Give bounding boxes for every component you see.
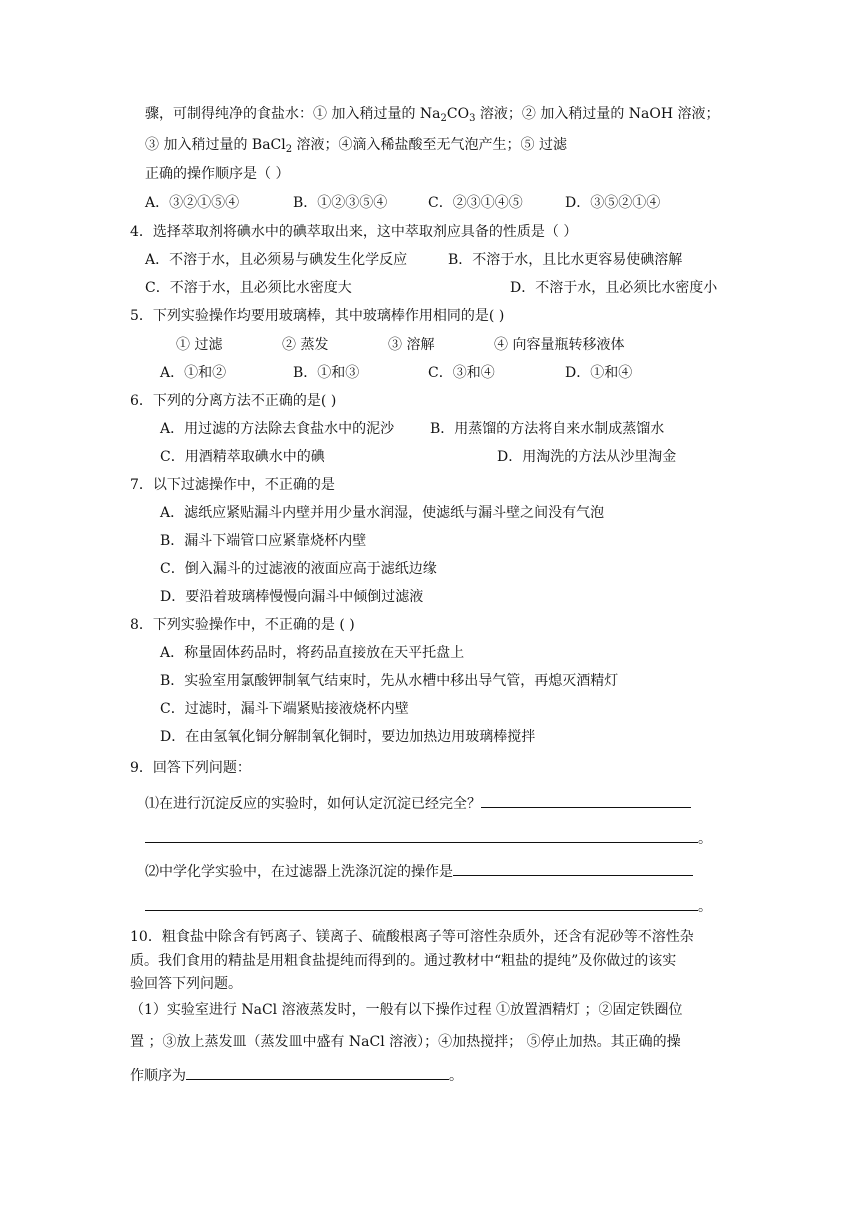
q3-prompt: 正确的操作顺序是（ ） xyxy=(145,166,290,182)
q10-sub1-text: 作顺序为 xyxy=(130,1068,186,1084)
q3-stem-text-cont: 溶液；④滴入稀盐酸至无气泡产生；⑤ 过滤 xyxy=(292,137,568,153)
q3-stem-text: ③ 加入稍过量的 BaCl xyxy=(145,137,286,153)
subscript: 2 xyxy=(440,113,447,124)
q10-stem-line2: 质。我们食用的精盐是用粗食盐提纯而得到的。通过教材中“粗盐的提纯”及你做过的该实 xyxy=(130,953,677,969)
q4-option-d: D．不溶于水，且必须比水密度小 xyxy=(510,280,718,296)
q8-option-b: B．实验室用氯酸钾制氧气结束时，先从水槽中移出导气管，再熄灭酒精灯 xyxy=(160,673,619,689)
q3-option-c: C．②③①④⑤ xyxy=(428,195,523,211)
formula-part: CO xyxy=(446,106,470,122)
answer-blank[interactable] xyxy=(186,1065,449,1080)
q5-option-c: C．③和④ xyxy=(428,365,495,381)
q5-option-a: A．①和② xyxy=(160,365,227,381)
q5-item-3: ③ 溶解 xyxy=(388,337,435,353)
q6-option-c: C．用酒精萃取碘水中的碘 xyxy=(160,449,325,465)
q5-option-b: B．①和③ xyxy=(293,365,360,381)
subscript: 3 xyxy=(469,113,476,124)
q8-option-c: C．过滤时，漏斗下端紧贴接液烧杯内壁 xyxy=(160,701,409,717)
q7-option-d: D．要沿着玻璃棒慢慢向漏斗中倾倒过滤液 xyxy=(160,589,424,605)
answer-blank[interactable] xyxy=(145,828,698,843)
q4-stem: 4．选择萃取剂将碘水中的碘萃取出来，这中萃取剂应具备的性质是（ ） xyxy=(130,224,578,240)
q4-option-a: A．不溶于水，且必须易与碘发生化学反应 xyxy=(145,252,408,268)
q4-option-b: B．不溶于水，且比水更容易使碘溶解 xyxy=(448,252,683,268)
q5-item-1: ① 过滤 xyxy=(176,337,223,353)
period: 。 xyxy=(449,1068,463,1084)
q3-stem-line1 xyxy=(145,104,720,124)
q10-sub1-line2: 置 ；③放上蒸发皿（蒸发皿中盛有 NaCl 溶液）；④加热搅拌； ⑤停止加热。其正确的操 xyxy=(130,1034,681,1050)
q8-option-d: D．在由氢氧化铜分解制氧化铜时，要边加热边用玻璃棒搅拌 xyxy=(160,729,536,745)
q3-stem-text-cont: 溶液；② 加入稍过量的 NaOH 溶液； xyxy=(475,106,720,122)
subscript: 2 xyxy=(285,144,293,155)
q9-stem: 9．回答下列问题： xyxy=(130,760,251,776)
q10-sub1-line1: （1）实验室进行 NaCl 溶液蒸发时，一般有以下操作过程 ①放置酒精灯 ；②固定铁圈位 xyxy=(130,1002,683,1018)
answer-blank[interactable] xyxy=(453,861,693,876)
q8-option-a: A．称量固体药品时，将药品直接放在天平托盘上 xyxy=(160,645,465,661)
q9-part2-cont xyxy=(145,896,712,917)
q9-part2 xyxy=(145,861,693,882)
period: 。 xyxy=(698,831,712,847)
q9-part1 xyxy=(145,793,691,814)
answer-blank[interactable] xyxy=(481,793,691,808)
q5-option-d: D．①和④ xyxy=(565,365,633,381)
q6-stem: 6．下列的分离方法不正确的是( ) xyxy=(130,393,337,409)
answer-blank[interactable] xyxy=(145,896,698,911)
q3-stem-text: 骤，可制得纯净的食盐水：① 加入稍过量的 Na xyxy=(145,106,441,122)
q9-part2-text: ⑵中学化学实验中，在过滤器上洗涤沉淀的操作是 xyxy=(145,864,453,880)
q5-item-2: ② 蒸发 xyxy=(282,337,329,353)
q3-option-d: D．③⑤②①④ xyxy=(565,195,661,211)
q7-stem: 7．以下过滤操作中，不正确的是 xyxy=(130,477,335,493)
q9-part1-cont xyxy=(145,828,712,849)
q6-option-b: B．用蒸馏的方法将自来水制成蒸馏水 xyxy=(430,421,665,437)
q10-stem-line3: 验回答下列问题。 xyxy=(130,976,242,992)
q8-stem: 8．下列实验操作中，不正确的是 ( ) xyxy=(130,617,355,633)
q10-stem-line1: 10．粗食盐中除含有钙离子、镁离子、硫酸根离子等可溶性杂质外，还含有泥砂等不溶性杂 xyxy=(130,929,694,945)
q5-stem: 5．下列实验操作均要用玻璃棒，其中玻璃棒作用相同的是( ) xyxy=(130,308,505,324)
q5-item-4: ④ 向容量瓶转移液体 xyxy=(494,337,625,353)
q3-option-b: B．①②③⑤④ xyxy=(293,195,388,211)
q3-stem-line2 xyxy=(145,135,567,155)
q6-option-d: D．用淘洗的方法从沙里淘金 xyxy=(497,449,677,465)
q7-option-a: A．滤纸应紧贴漏斗内壁并用少量水润湿，使滤纸与漏斗壁之间没有气泡 xyxy=(160,505,605,521)
q6-option-a: A．用过滤的方法除去食盐水中的泥沙 xyxy=(160,421,395,437)
q7-option-b: B．漏斗下端管口应紧靠烧杯内壁 xyxy=(160,533,367,549)
q10-sub1-line3 xyxy=(130,1065,463,1086)
period: 。 xyxy=(698,899,712,915)
q9-part1-text: ⑴在进行沉淀反应的实验时，如何认定沉淀已经完全？ xyxy=(145,796,481,812)
q7-option-c: C．倒入漏斗的过滤液的液面应高于滤纸边缘 xyxy=(160,561,437,577)
q4-option-c: C．不溶于水，且必须比水密度大 xyxy=(145,280,352,296)
q3-option-a: A．③②①⑤④ xyxy=(145,195,240,211)
